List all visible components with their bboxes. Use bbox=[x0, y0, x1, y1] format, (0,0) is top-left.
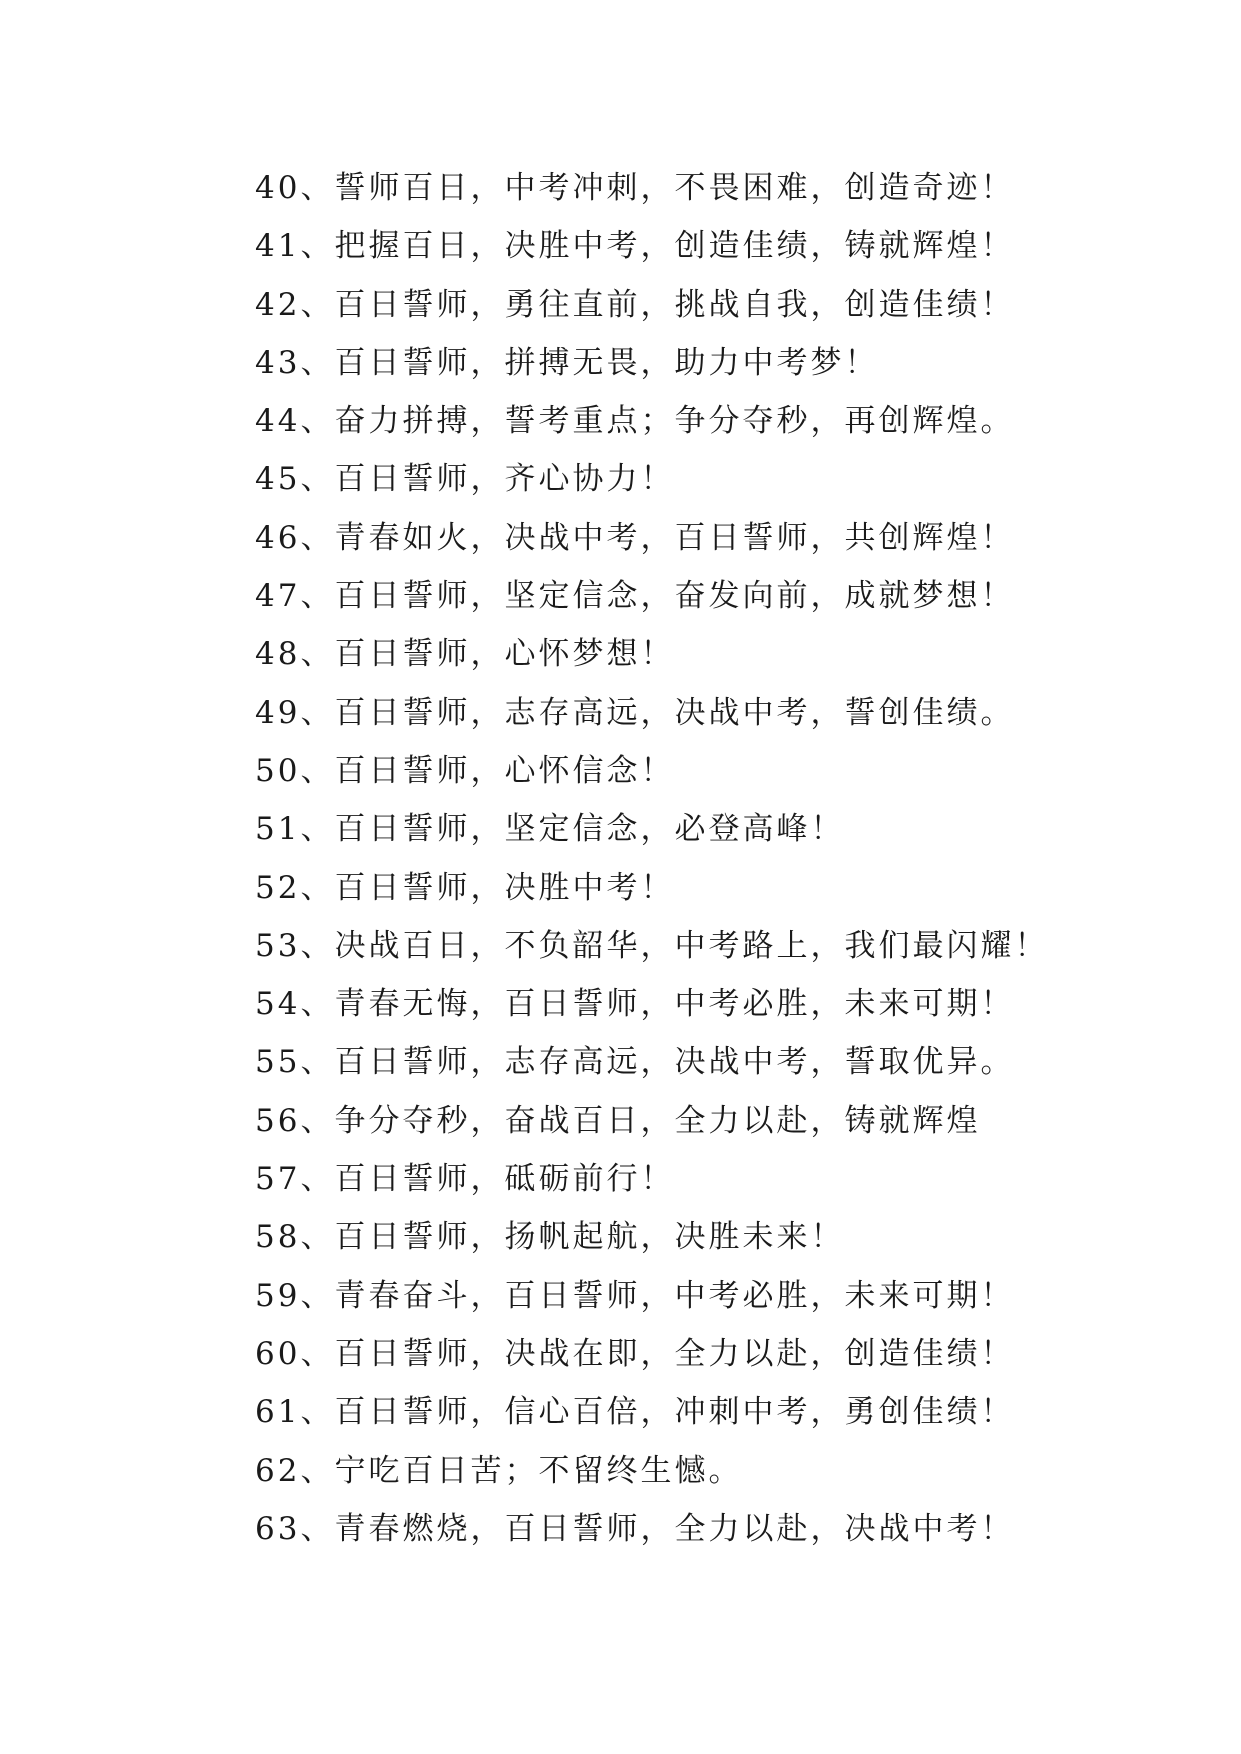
slogan-item: 56、争分夺秒，奋战百日，全力以赴，铸就辉煌 bbox=[255, 1102, 981, 1139]
slogan-item: 49、百日誓师，志存高远，决战中考，誓创佳绩。 bbox=[255, 694, 1015, 731]
slogan-item: 50、百日誓师，心怀信念！ bbox=[255, 752, 675, 789]
slogan-item: 53、决战百日，不负韶华，中考路上，我们最闪耀！ bbox=[255, 927, 1049, 964]
slogan-item: 43、百日誓师，拼搏无畏，助力中考梦！ bbox=[255, 344, 879, 381]
slogan-item: 61、百日誓师，信心百倍，冲刺中考，勇创佳绩！ bbox=[255, 1394, 1015, 1431]
slogan-item: 55、百日誓师，志存高远，决战中考，誓取优异。 bbox=[255, 1044, 1015, 1081]
slogan-item: 52、百日誓师，决胜中考！ bbox=[255, 869, 675, 906]
slogan-item: 63、青春燃烧，百日誓师，全力以赴，决战中考！ bbox=[255, 1510, 1015, 1547]
slogan-item: 57、百日誓师，砥砺前行！ bbox=[255, 1161, 675, 1198]
slogan-item: 40、誓师百日，中考冲刺，不畏困难，创造奇迹！ bbox=[255, 170, 1015, 206]
slogan-item: 41、把握百日，决胜中考，创造佳绩，铸就辉煌！ bbox=[255, 228, 1015, 265]
slogan-item: 59、青春奋斗，百日誓师，中考必胜，未来可期！ bbox=[255, 1277, 1015, 1314]
slogan-item: 42、百日誓师，勇往直前，挑战自我，创造佳绩！ bbox=[255, 286, 1015, 323]
slogan-item: 58、百日誓师，扬帆起航，决胜未来！ bbox=[255, 1219, 845, 1256]
slogan-item: 47、百日誓师，坚定信念，奋发向前，成就梦想！ bbox=[255, 578, 1015, 615]
slogan-item: 48、百日誓师，心怀梦想！ bbox=[255, 636, 675, 673]
slogan-item: 60、百日誓师，决战在即，全力以赴，创造佳绩！ bbox=[255, 1335, 1015, 1372]
slogan-item: 46、青春如火，决战中考，百日誓师，共创辉煌！ bbox=[255, 519, 1015, 556]
slogan-item: 54、青春无悔，百日誓师，中考必胜，未来可期！ bbox=[255, 986, 1015, 1023]
slogan-item: 51、百日誓师，坚定信念，必登高峰！ bbox=[255, 811, 845, 848]
slogan-list bbox=[255, 159, 1155, 1558]
slogan-item: 45、百日誓师，齐心协力！ bbox=[255, 461, 675, 498]
slogan-item: 44、奋力拼搏，誓考重点；争分夺秒，再创辉煌。 bbox=[255, 403, 1015, 440]
slogan-item: 62、宁吃百日苦；不留终生憾。 bbox=[255, 1452, 743, 1489]
